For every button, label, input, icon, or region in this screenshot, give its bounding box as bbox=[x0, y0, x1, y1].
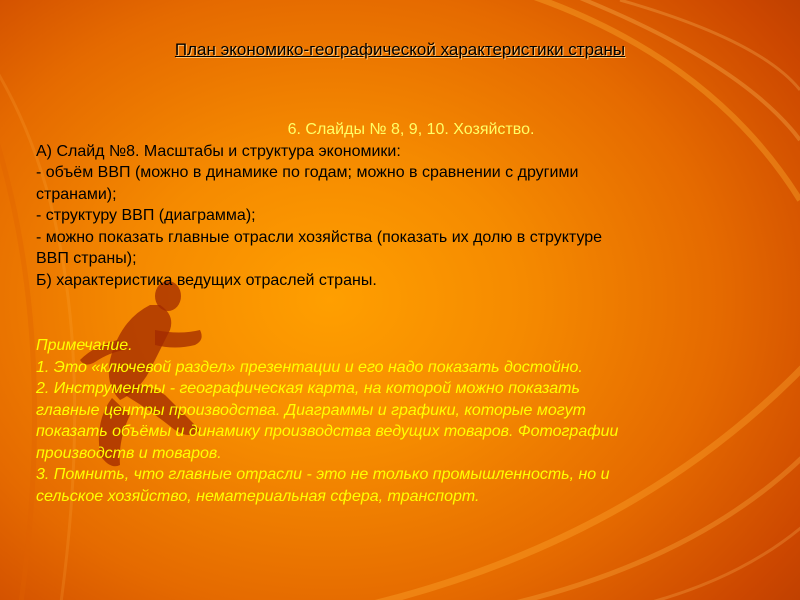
decorative-arc bbox=[0, 120, 35, 600]
section-heading: 6. Слайды № 8, 9, 10. Хозяйство. bbox=[287, 121, 535, 138]
note-line: главные центры производства. Диаграммы и графики, которые могут bbox=[36, 401, 586, 419]
content-line: ВВП страны); bbox=[36, 250, 137, 267]
content-line: Б) характеристика ведущих отраслей страны. bbox=[36, 271, 377, 289]
note-line: 1. Это «ключевой раздел» презентации и его надо показать достойно. bbox=[36, 358, 583, 376]
note-line: показать объёмы и динамику производства ведущих товаров. Фотографии bbox=[36, 423, 619, 440]
note-line: 2. Инструменты - географическая карта, на которой можно показать bbox=[36, 380, 580, 397]
slide-title: План экономико-географической характеристики страны bbox=[174, 40, 626, 59]
note-block bbox=[36, 335, 771, 507]
note-line: 3. Помнить, что главные отрасли - это не только промышленность, но и bbox=[36, 466, 610, 483]
decorative-arc bbox=[560, 520, 800, 600]
content-block bbox=[36, 119, 766, 291]
content-line: - можно показать главные отрасли хозяйства (показать их долю в структуре bbox=[36, 228, 603, 246]
content-line: А) Слайд №8. Масштабы и структура экономики: bbox=[36, 142, 401, 160]
note-line: сельское хозяйство, нематериальная сфера, транспорт. bbox=[36, 487, 480, 505]
note-line: производств и товаров. bbox=[36, 444, 222, 462]
content-line: странами); bbox=[36, 185, 117, 203]
content-line: - структуру ВВП (диаграмма); bbox=[36, 207, 256, 224]
content-line: - объём ВВП (можно в динамике по годам; можно в сравнении с другими bbox=[36, 164, 579, 181]
note-heading: Примечание. bbox=[36, 337, 133, 354]
